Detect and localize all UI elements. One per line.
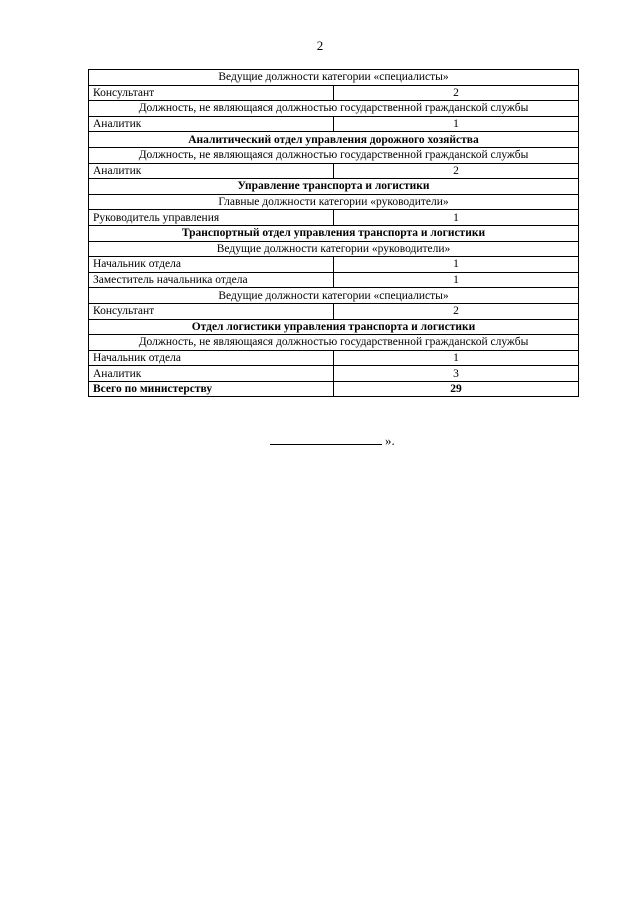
table-row-category — [89, 147, 579, 163]
position-category: Должность, не являющаяся должностью государственной гражданской службы — [89, 335, 579, 351]
staffing-table-body — [89, 70, 579, 397]
table-row — [89, 257, 579, 273]
table-row-category — [89, 335, 579, 351]
table-row — [89, 85, 579, 101]
position-category: Должность, не являющаяся должностью государственной гражданской службы — [89, 101, 579, 117]
position-category: Ведущие должности категории «специалисты» — [89, 288, 579, 304]
position-name: Аналитик — [89, 163, 334, 179]
position-name: Аналитик — [89, 116, 334, 132]
position-count: 3 — [334, 366, 579, 382]
table-row-category — [89, 194, 579, 210]
position-name: Заместитель начальника отдела — [89, 272, 334, 288]
table-row-category — [89, 70, 579, 86]
table-row-department — [89, 225, 579, 241]
position-count: 1 — [334, 272, 579, 288]
position-count: 2 — [334, 85, 579, 101]
position-name: Руководитель управления — [89, 210, 334, 226]
position-category: Должность, не являющаяся должностью государственной гражданской службы — [89, 147, 579, 163]
closing-quote: ». — [385, 433, 395, 448]
table-row — [89, 163, 579, 179]
department-heading: Управление транспорта и логистики — [89, 179, 579, 195]
table-row — [89, 272, 579, 288]
table-row — [89, 303, 579, 319]
staffing-table — [88, 69, 579, 397]
table-row — [89, 210, 579, 226]
position-name: Консультант — [89, 303, 334, 319]
department-heading: Аналитический отдел управления дорожного хозяйства — [89, 132, 579, 148]
position-category: Ведущие должности категории «руководители» — [89, 241, 579, 257]
position-name: Начальник отдела — [89, 350, 334, 366]
total-count: 29 — [334, 381, 579, 397]
position-count: 2 — [334, 303, 579, 319]
table-row — [89, 366, 579, 382]
department-heading: Отдел логистики управления транспорта и логистики — [89, 319, 579, 335]
table-row — [89, 116, 579, 132]
table-row — [89, 350, 579, 366]
signature-rule — [270, 434, 382, 445]
position-category: Ведущие должности категории «специалисты» — [89, 70, 579, 86]
page-number: 2 — [316, 38, 324, 53]
table-row-category — [89, 241, 579, 257]
table-row-department — [89, 319, 579, 335]
position-count: 1 — [334, 257, 579, 273]
table-row-category — [89, 101, 579, 117]
position-count: 1 — [334, 210, 579, 226]
table-row-department — [89, 179, 579, 195]
position-name: Консультант — [89, 85, 334, 101]
table-row-category — [89, 288, 579, 304]
position-name: Начальник отдела — [89, 257, 334, 273]
position-count: 1 — [334, 116, 579, 132]
table-row-department — [89, 132, 579, 148]
position-count: 1 — [334, 350, 579, 366]
position-category: Главные должности категории «руководители» — [89, 194, 579, 210]
closing-line — [270, 433, 395, 449]
position-count: 2 — [334, 163, 579, 179]
position-name: Аналитик — [89, 366, 334, 382]
total-label: Всего по министерству — [89, 381, 334, 397]
department-heading: Транспортный отдел управления транспорта и логистики — [89, 225, 579, 241]
table-row-total — [89, 381, 579, 397]
